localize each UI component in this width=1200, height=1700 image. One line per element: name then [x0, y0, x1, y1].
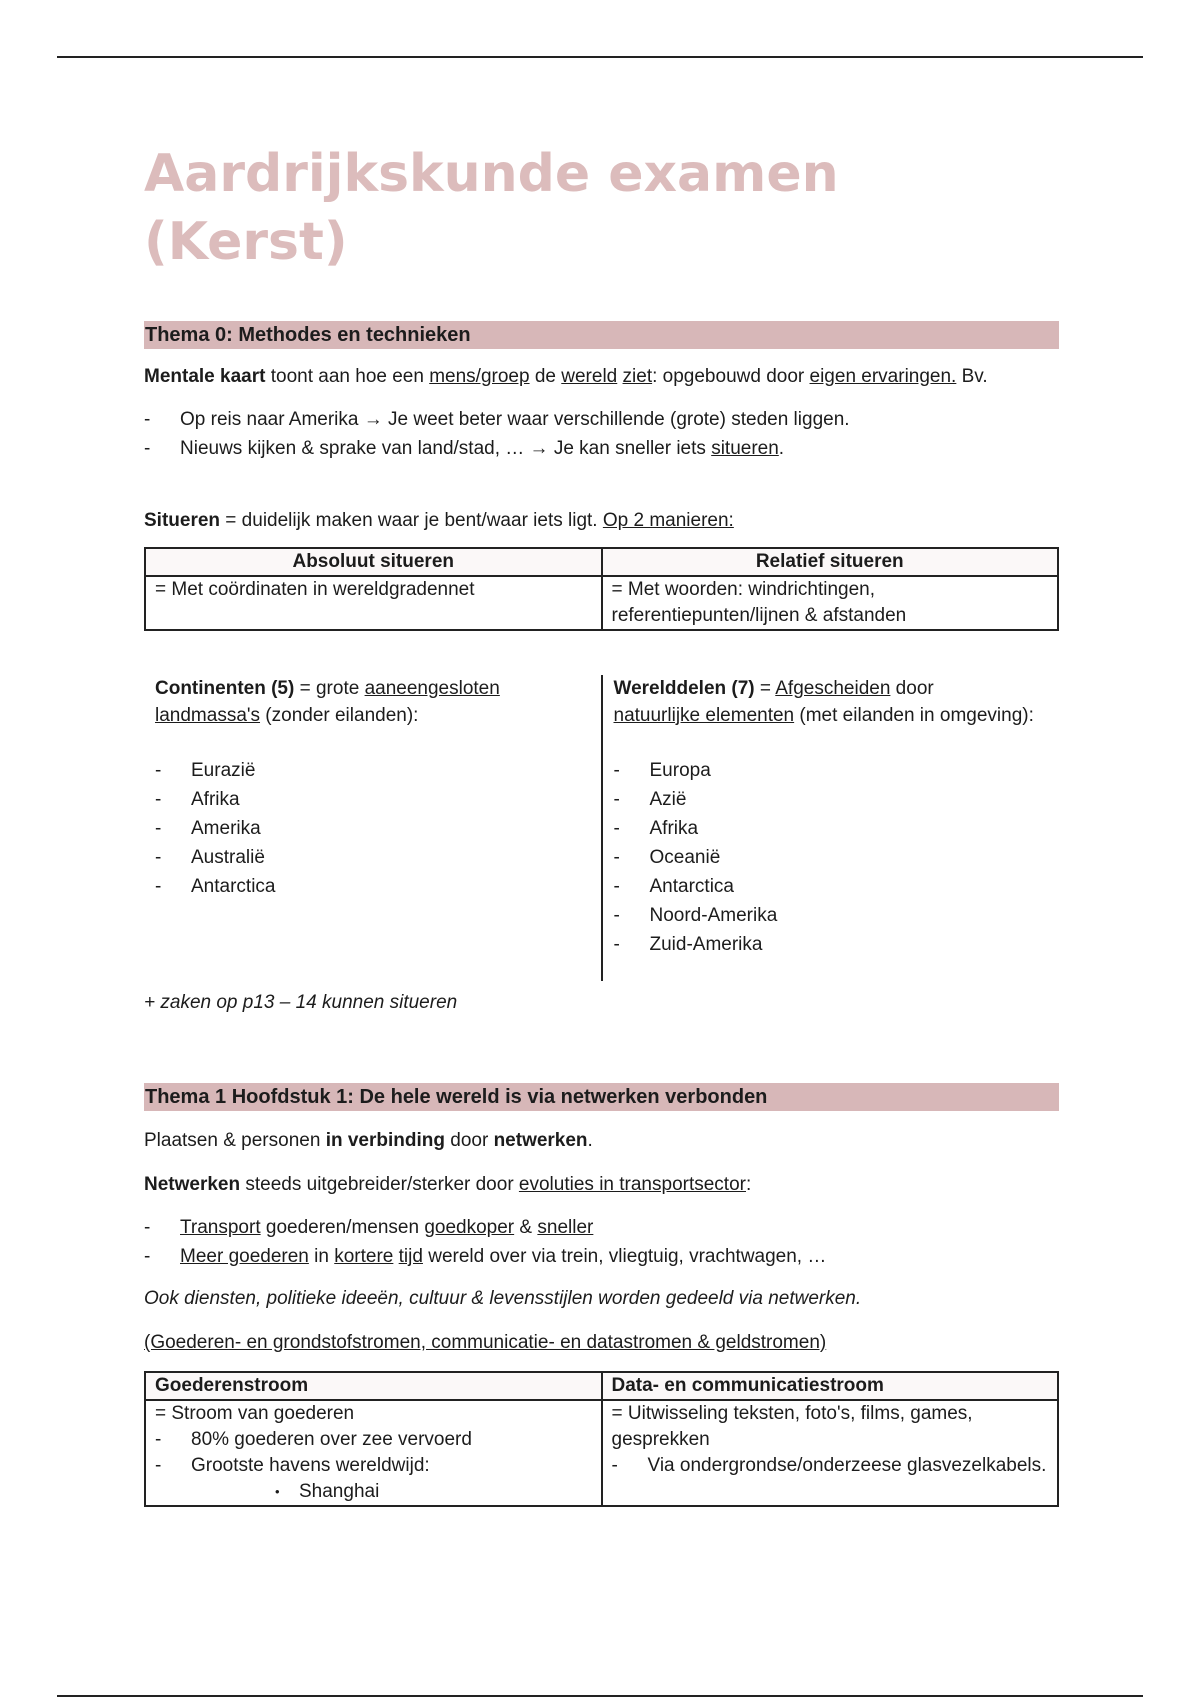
- flows-table: [144, 1371, 1059, 1507]
- list-item: - Antarctica: [614, 872, 1060, 901]
- list-item: - Afrika: [614, 814, 1060, 843]
- list-item: - Eurazië: [155, 756, 601, 785]
- bold-text: in verbinding: [325, 1130, 445, 1151]
- text: = Met woorden: windrichtingen,: [611, 579, 876, 600]
- examples-list: [144, 405, 1059, 463]
- text: door: [444, 1130, 494, 1151]
- list-item: - Antarctica: [155, 872, 601, 901]
- underlined-text: tijd: [398, 1246, 423, 1267]
- term-situeren: Situeren: [144, 510, 221, 531]
- section-heading-theme0: Thema 0: Methodes en technieken: [144, 321, 1059, 349]
- text: toont aan hoe een: [265, 366, 430, 387]
- flows-list: (Goederen- en grondstofstromen, communicatie- en datastromen & geldstromen): [144, 1332, 827, 1353]
- text: .: [778, 438, 785, 459]
- networks-evolution: [144, 1173, 1059, 1197]
- section-heading-theme1: Thema 1 Hoofdstuk 1: De hele wereld is via netwerken verbonden: [144, 1083, 1059, 1111]
- term-werelddelen: Werelddelen (7): [613, 678, 755, 699]
- table-cell: [602, 576, 1059, 630]
- document-title: Aardrijkskunde examen (Kerst): [144, 144, 839, 272]
- text: steeds uitgebreider/sterker door: [240, 1174, 519, 1195]
- underlined-text: Op 2 manieren:: [602, 510, 734, 531]
- list-item: - Afrika: [155, 785, 601, 814]
- document-body: [144, 140, 1059, 1507]
- underlined-text: wereld: [561, 366, 618, 387]
- two-column-block: [144, 675, 1059, 981]
- term-mentale-kaart: Mentale kaart: [144, 366, 266, 387]
- table-row: [145, 576, 1058, 630]
- list-item: - Australië: [155, 843, 601, 872]
- underlined-text: goedkoper: [424, 1217, 515, 1238]
- table-header-cell: Relatief situeren: [602, 548, 1059, 576]
- list-item: - Via ondergrondse/onderzeese glasvezelkabels.: [612, 1453, 1049, 1479]
- underlined-text: situeren: [711, 438, 779, 459]
- list-item: [144, 1242, 1059, 1271]
- table-cell: [602, 1400, 1059, 1506]
- text: = Uitwisseling teksten, foto's, films, games, gesprekken: [611, 1403, 973, 1450]
- underlined-text: eigen ervaringen.: [809, 366, 957, 387]
- list-item: [144, 434, 1059, 463]
- list-item: - Op reis naar Amerika → Je weet beter waar verschillende (grote) steden liggen.: [144, 405, 1059, 434]
- table-header-cell: Absoluut situeren: [145, 548, 602, 576]
- underlined-text: aaneengesloten: [364, 678, 500, 699]
- text: =: [754, 678, 776, 699]
- list-item: - Oceanië: [614, 843, 1060, 872]
- list-item: - Noord-Amerika: [614, 901, 1060, 930]
- situate-note: + zaken op p13 – 14 kunnen situeren: [144, 992, 458, 1013]
- text: in: [308, 1246, 335, 1267]
- list-item: - 80% goederen over zee vervoerd: [155, 1427, 592, 1453]
- list-item: - Amerika: [155, 814, 601, 843]
- text: = grote: [294, 678, 365, 699]
- text: &: [514, 1217, 538, 1238]
- list-item: - Zuid-Amerika: [614, 930, 1060, 959]
- text: referentiepunten/lijnen & afstanden: [611, 605, 907, 626]
- header-rule: [57, 56, 1143, 58]
- table-header-cell: Goederenstroom: [145, 1372, 602, 1400]
- underlined-text: evoluties in transportsector: [518, 1174, 746, 1195]
- networks-intro: [144, 1129, 1059, 1153]
- text: de: [529, 366, 562, 387]
- term-netwerken: Netwerken: [144, 1174, 241, 1195]
- text: Bv.: [956, 366, 988, 387]
- text: = Stroom van goederen: [155, 1403, 355, 1424]
- list-item: • Shanghai: [155, 1479, 592, 1505]
- table-cell: = Met coördinaten in wereldgradennet: [145, 576, 602, 630]
- text: = duidelijk maken waar je bent/waar iets ligt.: [220, 510, 603, 531]
- transport-list: [144, 1213, 1059, 1271]
- table-header-row: [145, 548, 1058, 576]
- situeren-table: [144, 547, 1059, 631]
- text: Plaatsen & personen: [144, 1130, 326, 1151]
- text: wereld over via trein, vliegtuig, vrachtwagen, …: [422, 1246, 827, 1267]
- text: :: [745, 1174, 752, 1195]
- shared-via-networks: Ook diensten, politieke ideeën, cultuur & levensstijlen worden gedeeld via netwerken.: [144, 1288, 862, 1309]
- goods-list: [155, 1427, 592, 1479]
- table-header-row: [145, 1372, 1058, 1400]
- continents-definition: [155, 675, 601, 729]
- list-item: - Grootste havens wereldwijd:: [155, 1453, 592, 1479]
- underlined-text: ziet: [622, 366, 653, 387]
- worldparts-column: [601, 675, 1060, 981]
- text: .: [587, 1130, 593, 1151]
- text: (met eilanden in omgeving):: [794, 705, 1034, 726]
- list-item: - Azië: [614, 785, 1060, 814]
- underlined-text: natuurlijke elementen: [613, 705, 795, 726]
- table-header-cell: Data- en communicatiestroom: [602, 1372, 1059, 1400]
- worldparts-list: [614, 756, 1060, 959]
- table-cell: [145, 1400, 602, 1506]
- underlined-text: sneller: [537, 1217, 594, 1238]
- text: : opgebouwd door: [652, 366, 810, 387]
- underlined-text: mens/groep: [429, 366, 530, 387]
- ports-list: [155, 1479, 592, 1505]
- text: goederen/mensen: [260, 1217, 425, 1238]
- list-item: [144, 1213, 1059, 1242]
- underlined-text: Afgescheiden: [775, 678, 891, 699]
- underlined-text: Meer goederen: [180, 1246, 309, 1267]
- underlined-text: landmassa's: [155, 705, 261, 726]
- continents-list: [155, 756, 601, 901]
- worldparts-definition: [614, 675, 1060, 729]
- data-flow-list: [612, 1453, 1049, 1479]
- table-row: [145, 1400, 1058, 1506]
- text: (zonder eilanden):: [260, 705, 419, 726]
- footer-rule: [57, 1695, 1143, 1697]
- bold-text: netwerken: [493, 1130, 588, 1151]
- list-item: - Europa: [614, 756, 1060, 785]
- situeren-paragraph: [144, 509, 1059, 533]
- continents-column: [144, 675, 601, 981]
- text: door: [890, 678, 934, 699]
- text: Nieuws kijken & sprake van land/stad, … → Je kan sneller iets: [180, 438, 712, 459]
- underlined-text: Transport: [180, 1217, 261, 1238]
- underlined-text: kortere: [334, 1246, 394, 1267]
- mental-map-paragraph: [144, 365, 1059, 389]
- term-continenten: Continenten (5): [155, 678, 295, 699]
